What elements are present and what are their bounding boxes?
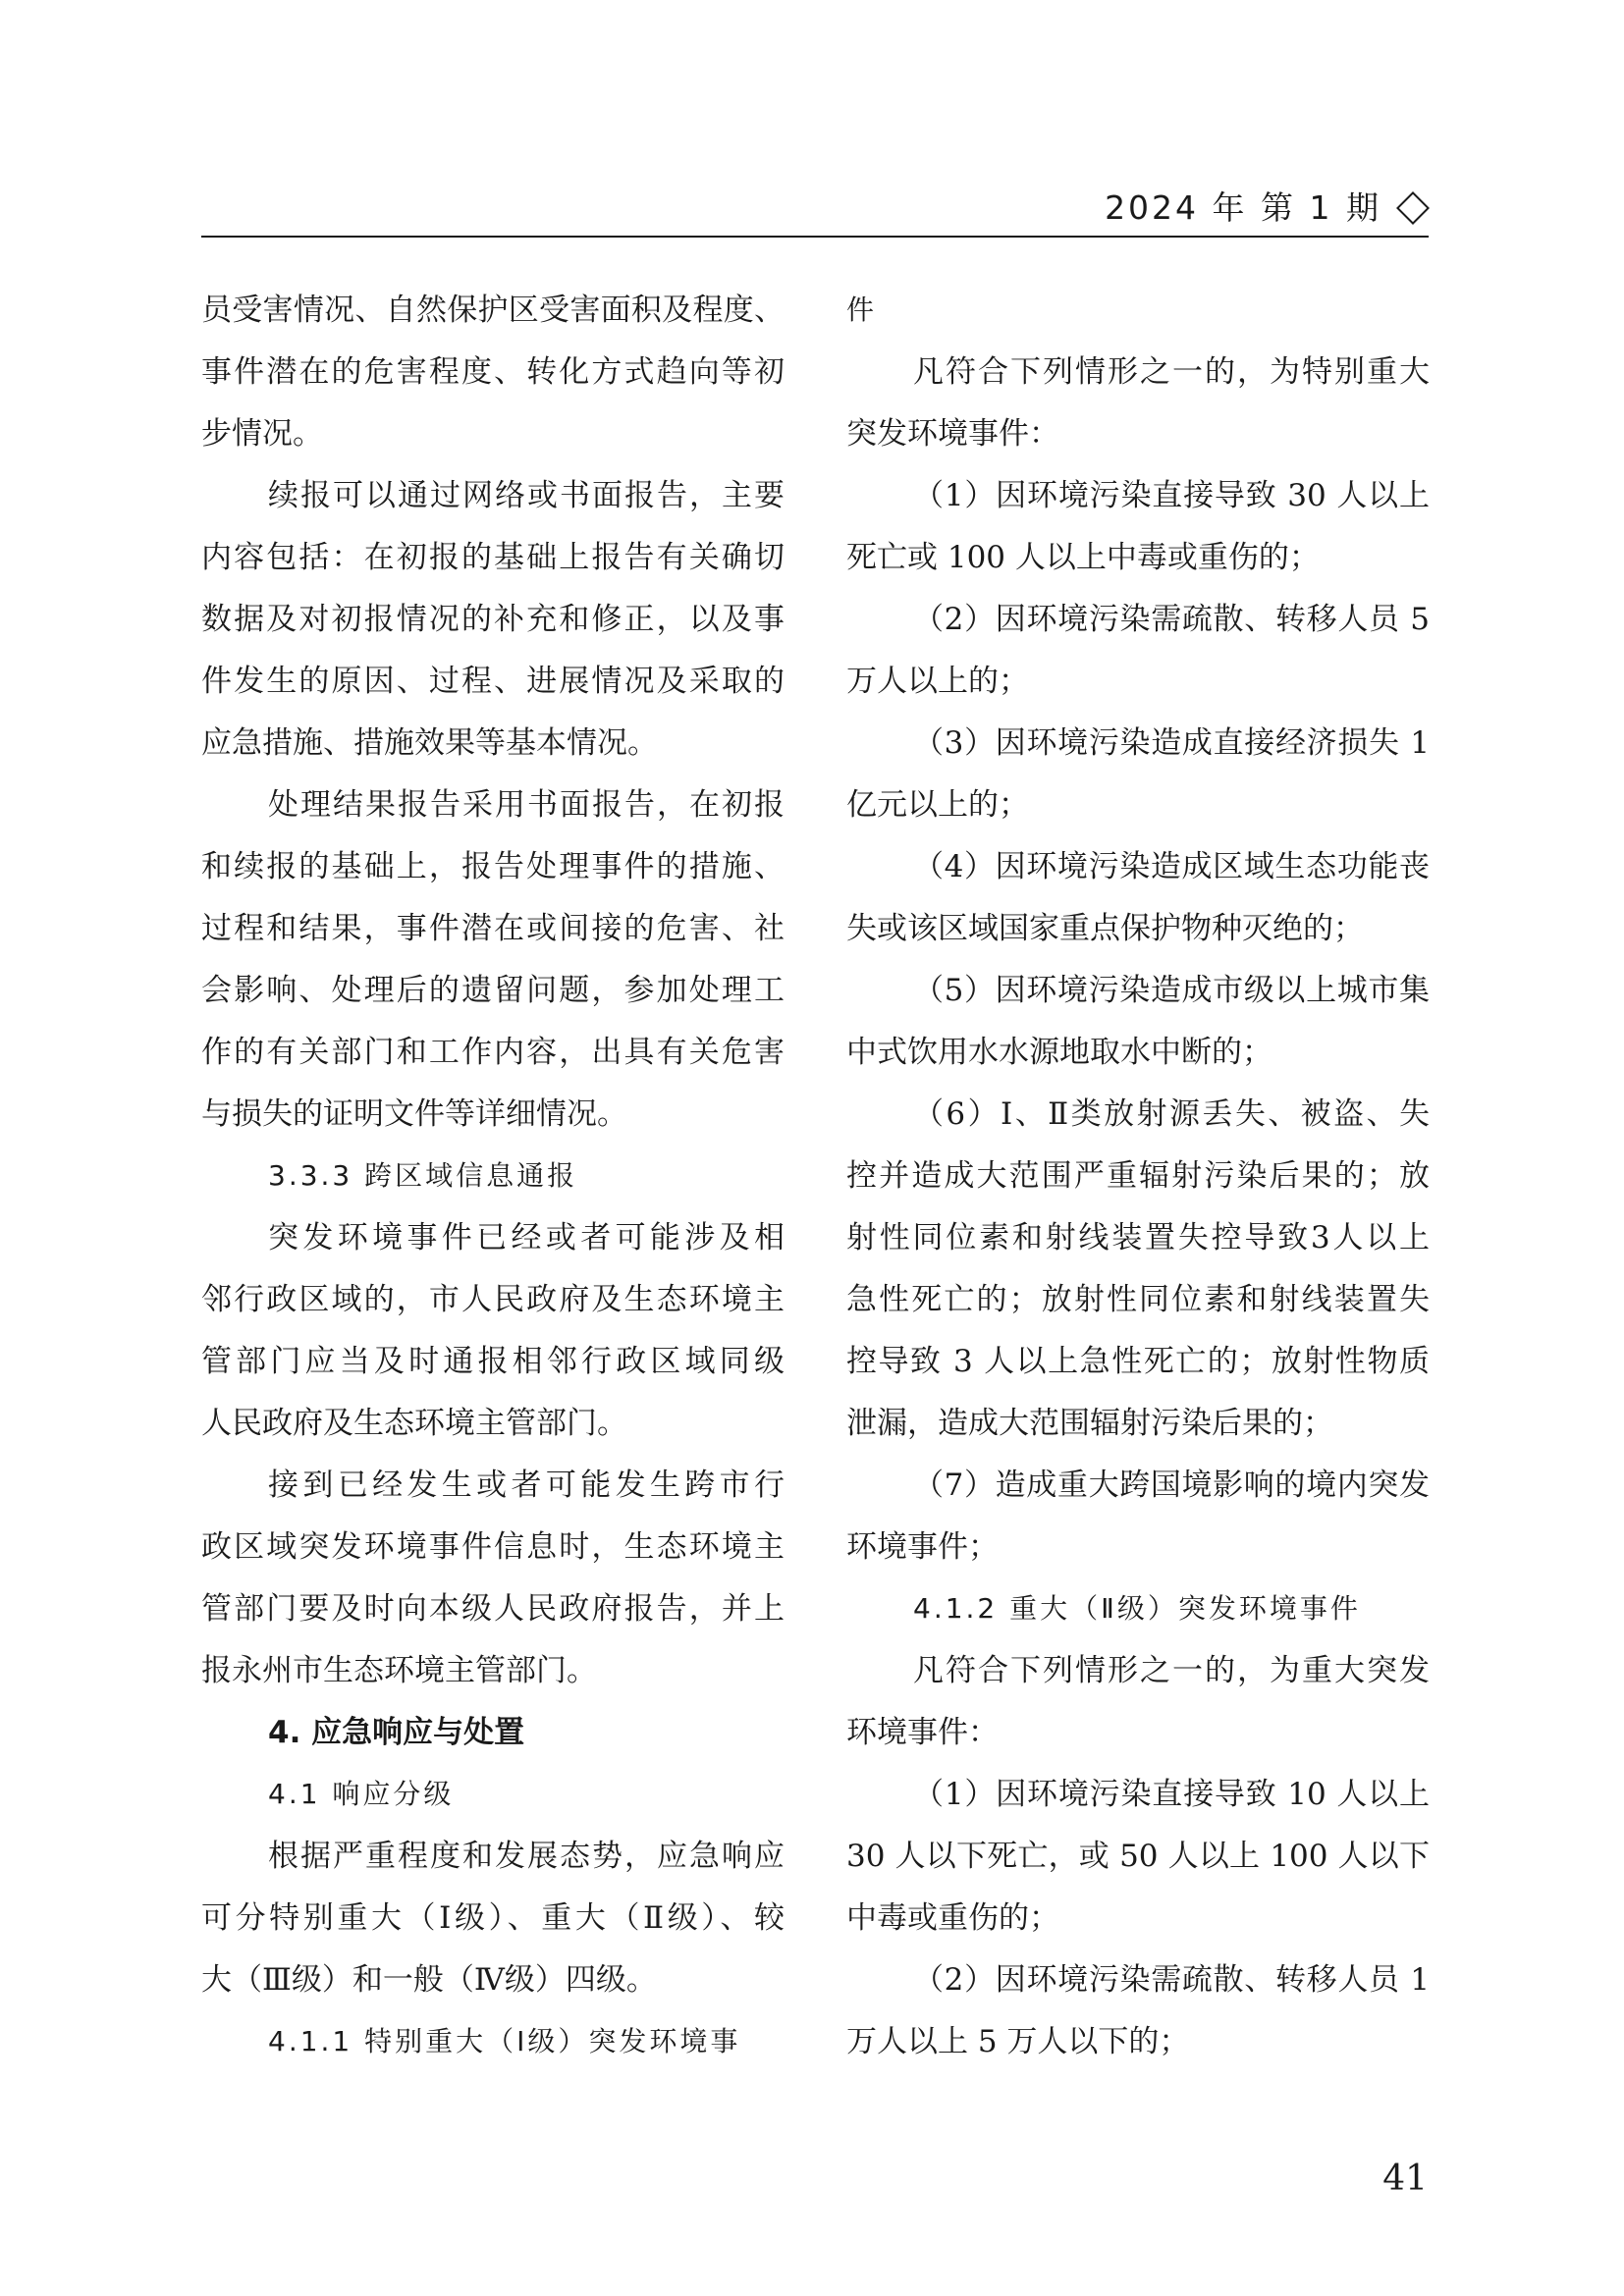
text-line: （4）因环境污染造成区域生态功能丧 bbox=[913, 849, 1430, 884]
text-line: 环境事件： bbox=[846, 1715, 999, 1750]
text-line: 和续报的基础上，报告处理事件的措施、 bbox=[201, 849, 785, 884]
text-line: 急性死亡的；放射性同位素和射线装置失 bbox=[846, 1282, 1430, 1317]
text-line: 作的有关部门和工作内容，出具有关危害 bbox=[201, 1035, 785, 1070]
text-line: 员受害情况、自然保护区受害面积及程度、 bbox=[201, 293, 785, 328]
text-line: 死亡或 100 人以上中毒或重伤的； bbox=[846, 540, 1320, 575]
text-line: （1）因环境污染直接导致 30 人以上 bbox=[913, 478, 1430, 513]
text-line: 内容包括：在初报的基础上报告有关确切 bbox=[201, 540, 785, 575]
text-line: 突发环境事件已经或者可能涉及相 bbox=[268, 1220, 785, 1255]
text-line: 应急措施、措施效果等基本情况。 bbox=[201, 725, 658, 761]
text-line: 数据及对初报情况的补充和修正，以及事 bbox=[201, 602, 785, 637]
text-line: 处理结果报告采用书面报告，在初报 bbox=[268, 787, 785, 823]
text-line: 射性同位素和射线装置失控导致3人以上 bbox=[846, 1220, 1430, 1255]
text-line: 大（Ⅲ级）和一般（Ⅳ级）四级。 bbox=[201, 1962, 657, 1998]
text-line: 凡符合下列情形之一的，为重大突发 bbox=[913, 1653, 1430, 1688]
text-line: （7）造成重大跨国境影响的境内突发 bbox=[913, 1468, 1430, 1503]
section-heading: 4.1 响应分级 bbox=[268, 1778, 455, 1810]
text-line: 人民政府及生态环境主管部门。 bbox=[201, 1406, 627, 1441]
text-line: （1）因环境污染直接导致 10 人以上 bbox=[913, 1777, 1430, 1812]
text-line: （2）因环境污染需疏散、转移人员 1 bbox=[913, 1962, 1430, 1998]
text-line: （5）因环境污染造成市级以上城市集 bbox=[913, 973, 1430, 1008]
text-line: 控导致 3 人以上急性死亡的；放射性物质 bbox=[846, 1344, 1430, 1379]
text-line: 失或该区域国家重点保护物种灭绝的； bbox=[846, 911, 1364, 946]
header-rule bbox=[201, 236, 1429, 238]
text-line: （6）Ⅰ、Ⅱ类放射源丢失、被盗、失 bbox=[913, 1096, 1430, 1132]
section-heading: 4.1.1 特别重大（Ⅰ级）突发环境事 bbox=[268, 2025, 741, 2057]
text-line: 管部门应当及时通报相邻行政区域同级 bbox=[201, 1344, 785, 1379]
section-heading: 4.1.2 重大（Ⅱ级）突发环境事件 bbox=[913, 1592, 1361, 1625]
text-line: 步情况。 bbox=[201, 416, 323, 452]
text-line: 控并造成大范围严重辐射污染后果的；放 bbox=[846, 1158, 1430, 1194]
section-heading: 4. 应急响应与处置 bbox=[268, 1715, 525, 1750]
text-line: 报永州市生态环境主管部门。 bbox=[201, 1653, 597, 1688]
text-line: 环境事件； bbox=[846, 1529, 999, 1565]
text-line: 万人以上的； bbox=[846, 664, 1029, 699]
text-line: 凡符合下列情形之一的，为特别重大 bbox=[913, 354, 1430, 390]
text-line: 亿元以上的； bbox=[846, 787, 1029, 823]
text-line: 接到已经发生或者可能发生跨市行 bbox=[268, 1468, 785, 1503]
diamond-icon bbox=[1396, 191, 1430, 225]
text-line: 与损失的证明文件等详细情况。 bbox=[201, 1096, 627, 1132]
page-number: 41 bbox=[1382, 2159, 1428, 2199]
text-line: 续报可以通过网络或书面报告，主要 bbox=[268, 478, 785, 513]
text-line: 中毒或重伤的； bbox=[846, 1900, 1059, 1936]
text-line: 邻行政区域的，市人民政府及生态环境主 bbox=[201, 1282, 785, 1317]
issue-label: 2024 年 第 1 期 bbox=[1105, 188, 1381, 227]
text-line: 政区域突发环境事件信息时，生态环境主 bbox=[201, 1529, 785, 1565]
text-line: 件发生的原因、过程、进展情况及采取的 bbox=[201, 664, 785, 699]
text-line: 中式饮用水水源地取水中断的； bbox=[846, 1035, 1272, 1070]
journal-issue-header bbox=[1105, 183, 1431, 234]
text-line: 可分特别重大（Ⅰ级）、重大（Ⅱ级）、较 bbox=[201, 1900, 785, 1936]
text-line: 泄漏，造成大范围辐射污染后果的； bbox=[846, 1406, 1333, 1441]
section-heading: 3.3.3 跨区域信息通报 bbox=[268, 1159, 578, 1192]
text-line: （3）因环境污染造成直接经济损失 1 bbox=[913, 725, 1430, 761]
section-heading: 件 bbox=[846, 294, 878, 326]
text-line: 万人以上 5 万人以下的； bbox=[846, 2024, 1190, 2059]
text-line: （2）因环境污染需疏散、转移人员 5 bbox=[913, 602, 1430, 637]
text-line: 管部门要及时向本级人民政府报告，并上 bbox=[201, 1591, 785, 1627]
text-line: 根据严重程度和发展态势，应急响应 bbox=[268, 1839, 785, 1874]
text-line: 事件潜在的危害程度、转化方式趋向等初 bbox=[201, 354, 785, 390]
text-line: 过程和结果，事件潜在或间接的危害、社 bbox=[201, 911, 785, 946]
text-line: 30 人以下死亡，或 50 人以上 100 人以下 bbox=[846, 1839, 1430, 1874]
text-line: 会影响、处理后的遗留问题，参加处理工 bbox=[201, 973, 785, 1008]
text-line: 突发环境事件： bbox=[846, 416, 1059, 452]
